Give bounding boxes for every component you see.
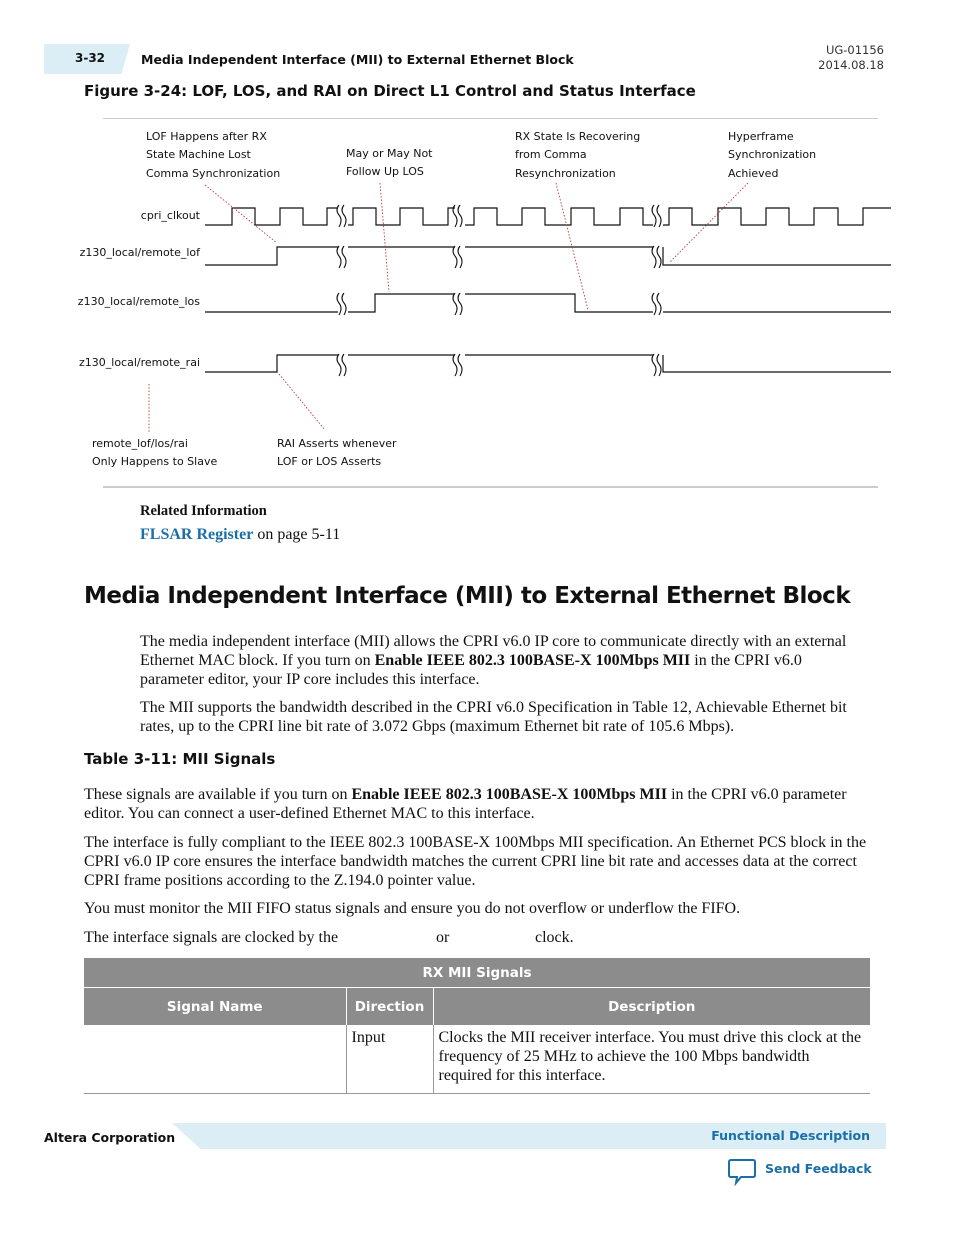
annotation-hyper-3: Achieved: [728, 167, 779, 180]
annotation-hyper-2: Synchronization: [728, 148, 817, 161]
timing-diagram: [0, 0, 954, 500]
section-heading: Media Independent Interface (MII) to External Ethernet Block: [84, 583, 851, 609]
related-info-heading: Related Information: [140, 503, 267, 519]
doc-date: 2014.08.18: [818, 58, 884, 72]
section-p1-a: The media independent interface (MII) allows the CPRI v6.0 IP core to communicate directly with an external Ethernet MAC block. If you turn on: [140, 633, 847, 669]
annotation-rai-1: RAI Asserts whenever: [277, 437, 397, 450]
table-paragraph-4c: clock.: [535, 929, 574, 946]
column-header-signal-name: Signal Name: [84, 988, 346, 1026]
signal-label-lof: z130_local/remote_lof: [79, 246, 200, 259]
table-title: Table 3-11: MII Signals: [84, 750, 276, 768]
annotation-rx-2: from Comma: [515, 148, 587, 161]
related-info-line: [140, 526, 340, 544]
annotation-rx-1: RX State Is Recovering: [515, 130, 641, 143]
break-marks: [337, 205, 661, 376]
annotation-slave-2: Only Happens to Slave: [92, 455, 218, 468]
annotation-lof-3: Comma Synchronization: [146, 167, 281, 180]
signal-label-los: z130_local/remote_los: [77, 295, 200, 308]
footer-section-link[interactable]: Functional Description: [711, 1128, 870, 1143]
table-paragraph-2: The interface is fully compliant to the IEEE 802.3 100BASE-X 100Mbps MII specification. An Ethernet PCS block in the CPRI v6.0 IP core ensures the interface bandwidth matches the current CPRI line bit rate and accesses data at the correct CPRI frame positions according to the Z.194.0 pointer value.: [84, 834, 867, 889]
table-paragraph-4a: The interface signals are clocked by the: [84, 929, 339, 946]
clk-waveform: [205, 208, 891, 225]
cell-direction: Input: [346, 1025, 433, 1094]
page-number: 3-32: [75, 51, 106, 65]
running-title: Media Independent Interface (MII) to External Ethernet Block: [141, 52, 574, 67]
figure-title: Figure 3-24: LOF, LOS, and RAI on Direct L1 Control and Status Interface: [84, 82, 696, 100]
send-feedback-link[interactable]: Send Feedback: [765, 1161, 872, 1176]
table-paragraph-4b: or: [436, 929, 450, 946]
rx-mii-signals-table: [84, 958, 870, 1094]
footer-company: Altera Corporation: [44, 1130, 176, 1145]
annotation-hyper-1: Hyperframe: [728, 130, 794, 143]
annotation-rai-2: LOF or LOS Asserts: [277, 455, 382, 468]
signal-label-clk: cpri_clkout: [140, 209, 200, 222]
table-caption: RX MII Signals: [84, 958, 870, 988]
related-link-suffix: on page 5-11: [253, 526, 341, 543]
doc-id: UG-01156: [825, 43, 884, 57]
section-p1-b: in the CPRI v6.0 parameter editor, your IP core includes this interface.: [140, 652, 802, 688]
annotation-may-1: May or May Not: [346, 147, 433, 160]
table-row: [84, 1025, 870, 1094]
lof-waveform: [205, 247, 891, 265]
table-p1-bold: Enable IEEE 802.3 100BASE-X 100Mbps MII: [351, 786, 668, 803]
table-p1-b: in the CPRI v6.0 parameter editor. You can connect a user-defined Ethernet MAC to this interface.: [84, 786, 847, 822]
rai-waveform: [205, 355, 891, 372]
annotation-rx-3: Resynchronization: [515, 167, 616, 180]
cell-signal-name: [84, 1025, 346, 1094]
signal-label-rai: z130_local/remote_rai: [79, 356, 200, 369]
feedback-icon[interactable]: [727, 1158, 757, 1186]
figure-bottom-rule: [103, 486, 878, 488]
annotation-lof-1: LOF Happens after RX: [146, 130, 267, 143]
table-paragraph-1: [84, 785, 874, 823]
table-p1-a: These signals are available if you turn on: [84, 786, 352, 803]
section-p1-bold: Enable IEEE 802.3 100BASE-X 100Mbps MII: [374, 652, 691, 669]
column-header-direction: Direction: [346, 988, 433, 1026]
los-waveform: [205, 294, 891, 312]
section-paragraph-1: [140, 632, 865, 689]
table-paragraph-3: You must monitor the MII FIFO status signals and ensure you do not overflow or underflow the FIFO.: [84, 900, 741, 917]
column-header-description: Description: [433, 988, 870, 1026]
annotation-slave-1: remote_lof/los/rai: [92, 437, 188, 450]
cell-description: Clocks the MII receiver interface. You must drive this clock at the frequency of 25 MHz to achieve the 100 Mbps bandwidth required for this interface.: [433, 1025, 870, 1094]
flsar-register-link[interactable]: FLSAR Register: [140, 526, 254, 543]
annotation-lof-2: State Machine Lost: [146, 148, 251, 161]
annotation-may-2: Follow Up LOS: [346, 165, 424, 178]
section-paragraph-2: The MII supports the bandwidth described in the CPRI v6.0 Specification in Table 12, Achievable Ethernet bit rates, up to the CPRI line bit rate of 3.072 Gbps (maximum Ethernet bit rate of 105.6 Mbps).: [140, 699, 847, 735]
